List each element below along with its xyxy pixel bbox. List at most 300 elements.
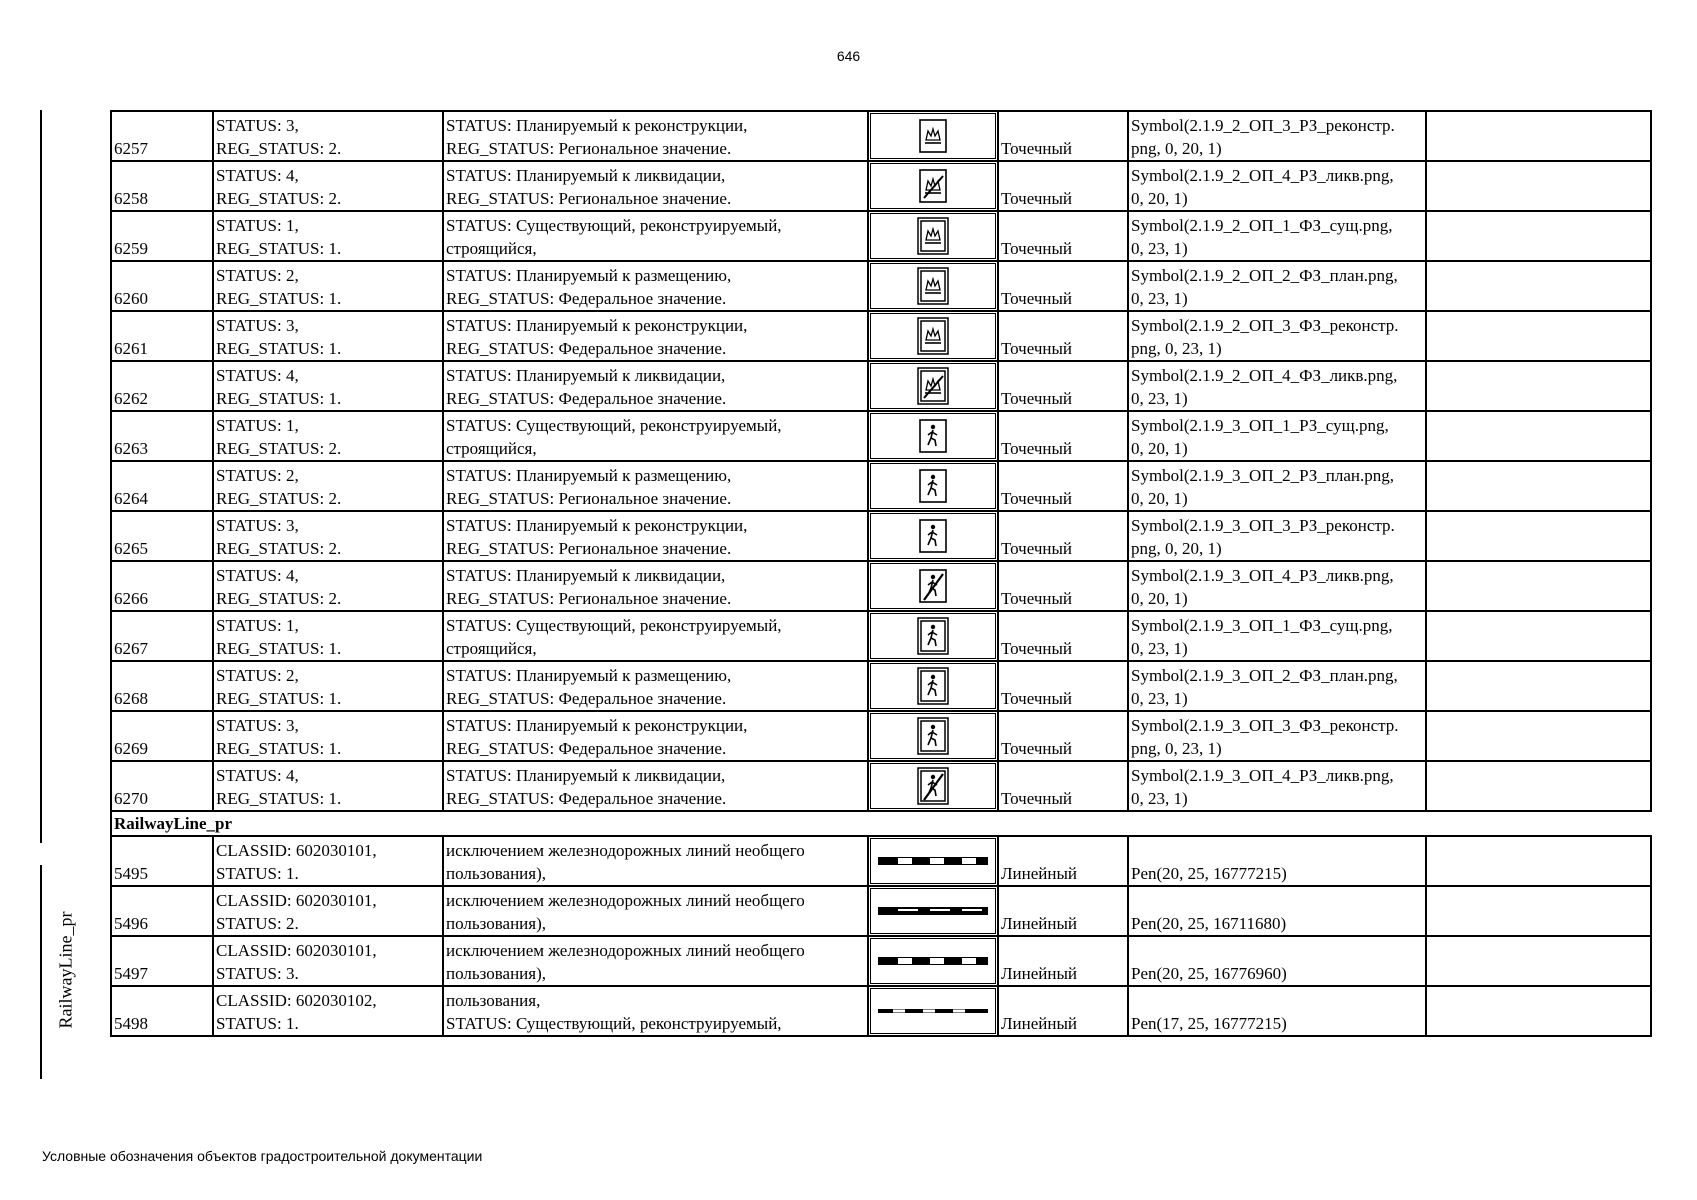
row-code: 6270 [114,789,148,808]
style-line-2: 0, 23, 1) [1131,789,1188,808]
code-cell [111,711,213,761]
section-header-row [111,811,1651,836]
row-code: 6268 [114,689,148,708]
geometry-type: Точечный [1001,439,1073,458]
style-cell [1128,761,1426,811]
symbol-cell [868,311,998,361]
legend-row [111,711,1651,761]
description-cell [443,261,868,311]
code-cell [111,561,213,611]
legend-row [111,411,1651,461]
row-code: 6258 [114,189,148,208]
description-cell [443,161,868,211]
style-cell [1128,161,1426,211]
condition-cell [213,111,443,161]
symbol-cell [868,411,998,461]
description-cell [443,111,868,161]
description-line-1: пользования, [446,991,541,1010]
geometry-type: Линейный [1001,964,1077,983]
description-cell [443,361,868,411]
transport-facility-liquidation-federal-icon [870,363,996,409]
description-line-1: STATUS: Планируемый к размещению, [446,266,732,285]
legend-row [111,161,1651,211]
pedestrian-crossing-existing-icon [870,413,996,459]
description-cell [443,411,868,461]
geometry-type: Точечный [1001,639,1073,658]
condition-line-1: STATUS: 1, [216,216,299,235]
description-line-1: STATUS: Планируемый к размещению, [446,466,732,485]
row-code: 6267 [114,639,148,658]
description-line-2: строящийся, [446,239,537,258]
condition-line-2: STATUS: 3. [216,964,299,983]
condition-line-1: STATUS: 3, [216,516,299,535]
code-cell [111,936,213,986]
symbol-cell [868,886,998,936]
condition-line-2: REG_STATUS: 2. [216,489,342,508]
legend-row [111,261,1651,311]
description-cell [443,461,868,511]
geometry-type: Точечный [1001,339,1073,358]
description-line-2: REG_STATUS: Региональное значение. [446,539,732,558]
code-cell [111,411,213,461]
description-line-2: пользования), [446,914,546,933]
style-line-1: Symbol(2.1.9_2_ОП_3_РЗ_реконстр. [1131,116,1395,135]
empty-cell [1426,311,1651,361]
style-line-2: 0, 23, 1) [1131,289,1188,308]
description-line-1: STATUS: Планируемый к реконструкции, [446,116,748,135]
row-code: 5498 [114,1014,148,1033]
description-line-2: REG_STATUS: Федеральное значение. [446,389,727,408]
style-line-2: Pen(20, 25, 16777215) [1131,864,1287,883]
description-line-1: STATUS: Планируемый к реконструкции, [446,316,748,335]
description-cell [443,836,868,886]
row-code: 6259 [114,239,148,258]
geometry-type: Точечный [1001,389,1073,408]
style-cell [1128,361,1426,411]
condition-line-2: REG_STATUS: 1. [216,789,342,808]
legend-row [111,836,1651,886]
code-cell [111,161,213,211]
condition-line-1: STATUS: 2, [216,466,299,485]
condition-cell [213,986,443,1036]
code-cell [111,261,213,311]
description-line-2: REG_STATUS: Региональное значение. [446,489,732,508]
description-line-2: REG_STATUS: Федеральное значение. [446,289,727,308]
geometry-type: Точечный [1001,289,1073,308]
style-line-1: Symbol(2.1.9_3_ОП_1_РЗ_сущ.png, [1131,416,1389,435]
style-cell [1128,986,1426,1036]
style-line-1: Symbol(2.1.9_2_ОП_1_ФЗ_сущ.png, [1131,216,1393,235]
railway-line-existing-icon [870,838,996,884]
style-cell [1128,261,1426,311]
legend-row [111,886,1651,936]
style-cell [1128,836,1426,886]
legend-row [111,211,1651,261]
legend-row [111,361,1651,411]
style-line-1: Symbol(2.1.9_3_ОП_2_ФЗ_план.png, [1131,666,1398,685]
section-side-label: RailwayLine_pr [55,911,76,1029]
row-code: 6260 [114,289,148,308]
geometry-type: Точечный [1001,189,1073,208]
pedestrian-crossing-planned-icon [870,463,996,509]
style-line-2: Pen(20, 25, 16711680) [1131,914,1287,933]
row-code: 6265 [114,539,148,558]
description-line-1: исключением железнодорожных линий необщего [446,941,805,960]
row-code: 6266 [114,589,148,608]
empty-cell [1426,361,1651,411]
style-cell [1128,411,1426,461]
condition-cell [213,661,443,711]
description-cell [443,661,868,711]
code-cell [111,661,213,711]
condition-line-2: REG_STATUS: 1. [216,639,342,658]
style-line-2: 0, 20, 1) [1131,189,1188,208]
geometry-type: Точечный [1001,589,1073,608]
code-cell [111,836,213,886]
symbol-cell [868,936,998,986]
row-code: 5497 [114,964,148,983]
empty-cell [1426,161,1651,211]
type-cell [998,411,1128,461]
section-header-fill [443,811,1651,836]
condition-line-2: REG_STATUS: 1. [216,739,342,758]
description-line-1: STATUS: Планируемый к ликвидации, [446,166,726,185]
transport-facility-reconstruction-federal-icon [870,313,996,359]
row-code: 6263 [114,439,148,458]
condition-cell [213,161,443,211]
code-cell [111,511,213,561]
empty-cell [1426,561,1651,611]
code-cell [111,761,213,811]
condition-line-1: STATUS: 4, [216,166,299,185]
condition-cell [213,311,443,361]
group-bracket-bottom [40,865,42,1079]
type-cell [998,711,1128,761]
geometry-type: Точечный [1001,539,1073,558]
legend-row [111,611,1651,661]
empty-cell [1426,936,1651,986]
legend-row [111,561,1651,611]
style-line-1: Symbol(2.1.9_3_ОП_1_ФЗ_сущ.png, [1131,616,1393,635]
empty-cell [1426,411,1651,461]
style-line-2: 0, 23, 1) [1131,389,1188,408]
style-line-2: Pen(20, 25, 16776960) [1131,964,1287,983]
condition-line-1: CLASSID: 602030102, [216,991,377,1010]
group-bracket-top [40,110,42,843]
row-code: 6269 [114,739,148,758]
style-cell [1128,611,1426,661]
condition-line-1: STATUS: 1, [216,616,299,635]
description-cell [443,511,868,561]
description-line-2: REG_STATUS: Региональное значение. [446,139,732,158]
description-line-2: REG_STATUS: Региональное значение. [446,189,732,208]
symbol-cell [868,461,998,511]
empty-cell [1426,661,1651,711]
type-cell [998,311,1128,361]
condition-line-1: STATUS: 1, [216,416,299,435]
description-line-2: строящийся, [446,639,537,658]
style-line-1: Symbol(2.1.9_2_ОП_4_ФЗ_ликв.png, [1131,366,1398,385]
type-cell [998,761,1128,811]
description-cell [443,936,868,986]
row-code: 5496 [114,914,148,933]
condition-line-2: REG_STATUS: 2. [216,439,342,458]
style-cell [1128,461,1426,511]
description-cell [443,761,868,811]
style-cell [1128,561,1426,611]
description-cell [443,711,868,761]
legend-row [111,986,1651,1036]
style-line-2: png, 0, 20, 1) [1131,139,1222,158]
description-line-1: STATUS: Планируемый к реконструкции, [446,516,748,535]
row-code: 6261 [114,339,148,358]
condition-line-2: REG_STATUS: 1. [216,389,342,408]
code-cell [111,311,213,361]
style-line-2: 0, 23, 1) [1131,689,1188,708]
condition-line-2: REG_STATUS: 1. [216,339,342,358]
condition-cell [213,461,443,511]
condition-cell [213,411,443,461]
condition-cell [213,361,443,411]
pedestrian-crossing-liquidation-federal-icon [870,763,996,809]
type-cell [998,211,1128,261]
description-line-1: STATUS: Планируемый к реконструкции, [446,716,748,735]
code-cell [111,461,213,511]
empty-cell [1426,511,1651,561]
style-line-1: Symbol(2.1.9_2_ОП_2_ФЗ_план.png, [1131,266,1398,285]
condition-line-2: REG_STATUS: 2. [216,539,342,558]
style-line-2: 0, 20, 1) [1131,439,1188,458]
type-cell [998,936,1128,986]
style-cell [1128,936,1426,986]
symbol-cell [868,161,998,211]
description-line-1: исключением железнодорожных линий необщего [446,891,805,910]
transport-facility-planned-federal-icon [870,263,996,309]
description-cell [443,561,868,611]
symbol-cell [868,361,998,411]
condition-line-1: STATUS: 4, [216,366,299,385]
pedestrian-crossing-planned-federal-icon [870,663,996,709]
description-line-1: STATUS: Планируемый к ликвидации, [446,566,726,585]
style-line-2: 0, 20, 1) [1131,489,1188,508]
condition-cell [213,261,443,311]
condition-cell [213,836,443,886]
symbol-cell [868,111,998,161]
geometry-type: Точечный [1001,789,1073,808]
condition-line-1: CLASSID: 602030101, [216,941,377,960]
condition-line-1: STATUS: 3, [216,116,299,135]
code-cell [111,211,213,261]
description-line-2: REG_STATUS: Федеральное значение. [446,739,727,758]
row-code: 6257 [114,139,148,158]
code-cell [111,111,213,161]
code-cell [111,361,213,411]
description-cell [443,986,868,1036]
style-line-1: Symbol(2.1.9_2_ОП_4_РЗ_ликв.png, [1131,166,1394,185]
legend-row [111,461,1651,511]
geometry-type: Точечный [1001,239,1073,258]
condition-line-2: REG_STATUS: 2. [216,189,342,208]
description-line-1: STATUS: Планируемый к ликвидации, [446,766,726,785]
geometry-type: Точечный [1001,489,1073,508]
style-line-1: Symbol(2.1.9_3_ОП_2_РЗ_план.png, [1131,466,1395,485]
style-line-2: png, 0, 20, 1) [1131,539,1222,558]
type-cell [998,161,1128,211]
type-cell [998,986,1128,1036]
transport-facility-liquidation-icon [870,163,996,209]
page-number: 646 [836,48,861,64]
style-cell [1128,511,1426,561]
legend-row [111,661,1651,711]
condition-line-2: REG_STATUS: 1. [216,289,342,308]
legend-row [111,511,1651,561]
condition-cell [213,611,443,661]
description-line-2: пользования), [446,864,546,883]
row-code: 6262 [114,389,148,408]
style-cell [1128,311,1426,361]
style-line-2: Pen(17, 25, 16777215) [1131,1014,1287,1033]
railway-line-planned-icon [870,888,996,934]
condition-line-1: STATUS: 4, [216,566,299,585]
code-cell [111,886,213,936]
pedestrian-crossing-reconstruction-icon [870,513,996,559]
condition-line-2: REG_STATUS: 1. [216,689,342,708]
empty-cell [1426,611,1651,661]
transport-facility-reconstruction-icon [870,113,996,159]
description-line-2: строящийся, [446,439,537,458]
legend-row [111,311,1651,361]
type-cell [998,361,1128,411]
description-line-2: STATUS: Существующий, реконструируемый, [446,1014,782,1033]
condition-line-1: STATUS: 2, [216,266,299,285]
type-cell [998,261,1128,311]
condition-line-1: STATUS: 4, [216,766,299,785]
description-line-2: REG_STATUS: Федеральное значение. [446,689,727,708]
style-line-2: 0, 23, 1) [1131,639,1188,658]
description-cell [443,886,868,936]
empty-cell [1426,711,1651,761]
condition-cell [213,886,443,936]
page-footer: Условные обозначения объектов градостроительной документации [42,1148,483,1164]
description-line-2: REG_STATUS: Региональное значение. [446,589,732,608]
style-cell [1128,711,1426,761]
description-line-1: STATUS: Планируемый к ликвидации, [446,366,726,385]
style-cell [1128,111,1426,161]
geometry-type: Линейный [1001,1014,1077,1033]
symbol-cell [868,561,998,611]
code-cell [111,611,213,661]
type-cell [998,511,1128,561]
condition-line-1: STATUS: 3, [216,716,299,735]
condition-line-1: STATUS: 3, [216,316,299,335]
empty-cell [1426,986,1651,1036]
description-line-1: STATUS: Существующий, реконструируемый, [446,616,782,635]
condition-line-2: STATUS: 2. [216,914,299,933]
condition-cell [213,711,443,761]
legend-table [110,110,1652,1037]
style-line-1: Symbol(2.1.9_2_ОП_3_ФЗ_реконстр. [1131,316,1399,335]
empty-cell [1426,111,1651,161]
geometry-type: Точечный [1001,139,1073,158]
symbol-cell [868,511,998,561]
style-cell [1128,661,1426,711]
symbol-cell [868,661,998,711]
condition-line-2: REG_STATUS: 1. [216,239,342,258]
symbol-cell [868,261,998,311]
description-line-2: REG_STATUS: Федеральное значение. [446,789,727,808]
type-cell [998,886,1128,936]
style-line-2: 0, 23, 1) [1131,239,1188,258]
row-code: 5495 [114,864,148,883]
style-line-1: Symbol(2.1.9_3_ОП_3_ФЗ_реконстр. [1131,716,1399,735]
condition-cell [213,211,443,261]
style-line-2: 0, 20, 1) [1131,589,1188,608]
style-line-1: Symbol(2.1.9_3_ОП_3_РЗ_реконстр. [1131,516,1395,535]
type-cell [998,561,1128,611]
condition-line-1: CLASSID: 602030101, [216,891,377,910]
description-line-1: STATUS: Планируемый к размещению, [446,666,732,685]
empty-cell [1426,886,1651,936]
empty-cell [1426,761,1651,811]
description-cell [443,611,868,661]
description-line-2: пользования), [446,964,546,983]
description-line-1: STATUS: Существующий, реконструируемый, [446,216,782,235]
style-cell [1128,886,1426,936]
legend-row [111,111,1651,161]
condition-line-2: STATUS: 1. [216,1014,299,1033]
row-code: 6264 [114,489,148,508]
geometry-type: Линейный [1001,914,1077,933]
condition-line-1: CLASSID: 602030101, [216,841,377,860]
condition-line-2: STATUS: 1. [216,864,299,883]
description-line-1: исключением железнодорожных линий необщего [446,841,805,860]
geometry-type: Линейный [1001,864,1077,883]
style-line-2: png, 0, 23, 1) [1131,739,1222,758]
style-line-1: Symbol(2.1.9_3_ОП_4_РЗ_ликв.png, [1131,566,1394,585]
empty-cell [1426,836,1651,886]
legend-row [111,761,1651,811]
description-line-1: STATUS: Существующий, реконструируемый, [446,416,782,435]
type-cell [998,111,1128,161]
railway-line-nonpublic-existing-icon [870,988,996,1034]
condition-line-2: REG_STATUS: 2. [216,589,342,608]
condition-cell [213,936,443,986]
style-line-2: png, 0, 23, 1) [1131,339,1222,358]
condition-line-1: STATUS: 2, [216,666,299,685]
empty-cell [1426,211,1651,261]
empty-cell [1426,261,1651,311]
condition-cell [213,561,443,611]
legend-row [111,936,1651,986]
geometry-type: Точечный [1001,689,1073,708]
style-cell [1128,211,1426,261]
section-header: RailwayLine_pr [111,811,443,836]
type-cell [998,836,1128,886]
symbol-cell [868,211,998,261]
transport-facility-existing-federal-icon [870,213,996,259]
code-cell [111,986,213,1036]
description-cell [443,211,868,261]
geometry-type: Точечный [1001,739,1073,758]
symbol-cell [868,986,998,1036]
condition-line-2: REG_STATUS: 2. [216,139,342,158]
style-line-1: Symbol(2.1.9_3_ОП_4_РЗ_ликв.png, [1131,766,1394,785]
empty-cell [1426,461,1651,511]
type-cell [998,661,1128,711]
symbol-cell [868,836,998,886]
symbol-cell [868,761,998,811]
type-cell [998,611,1128,661]
